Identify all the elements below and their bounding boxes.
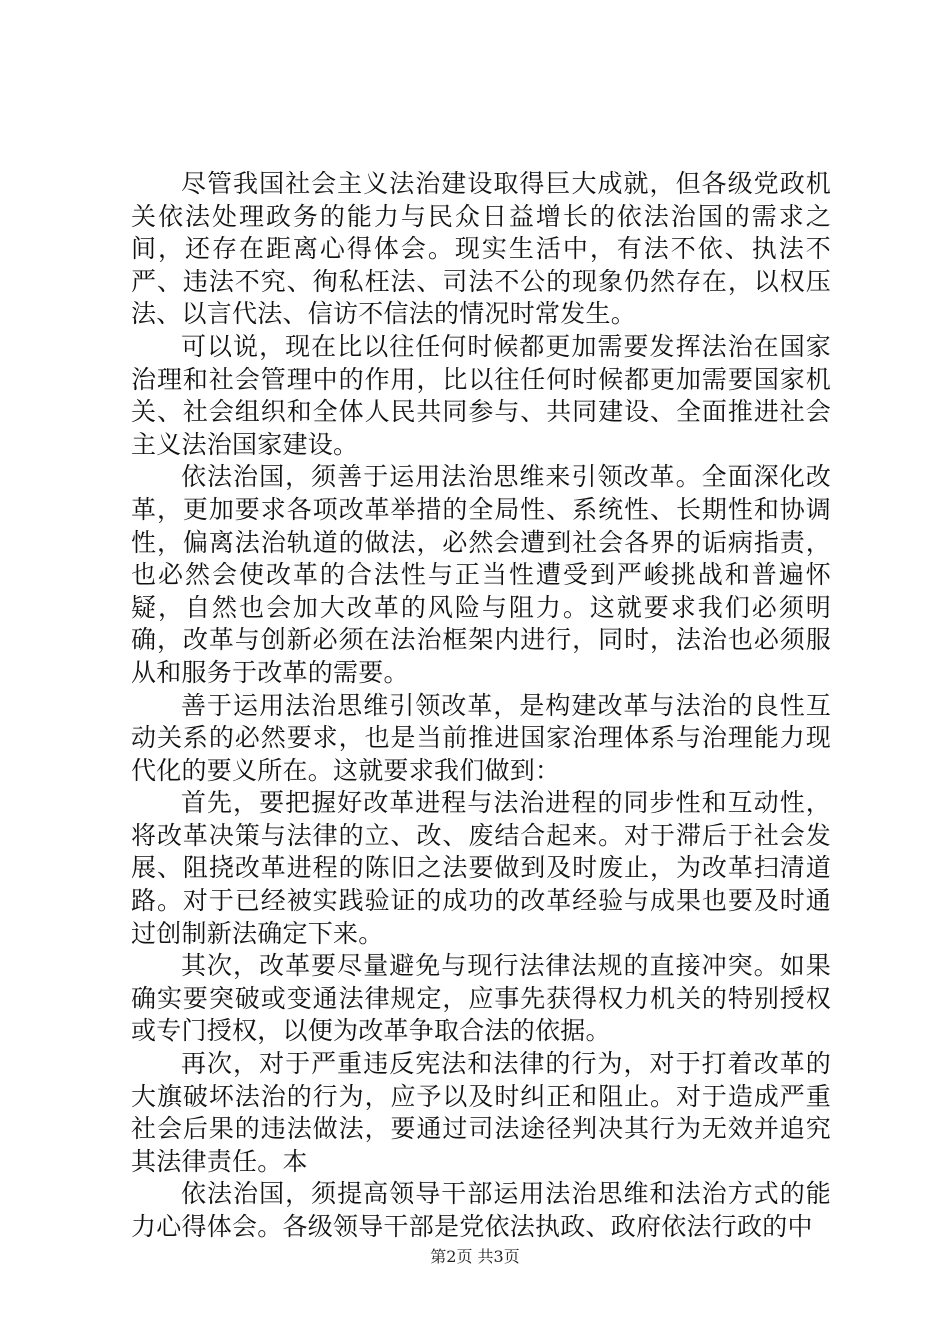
paragraph-7: 再次，对于严重违反宪法和法律的行为，对于打着改革的大旗破坏法治的行为，应予以及时纠正和阻止。对于造成严重社会后果的违法做法，要通过司法途径判决其行为无效并追究其法律责任。本 — [131, 1049, 831, 1176]
paragraph-2: 可以说，现在比以往任何时候都更加需要发挥法治在国家治理和社会管理中的作用，比以往任何时候都更加需要国家机关、社会组织和全体人民共同参与、共同建设、全面推进社会主义法治国家建设。 — [131, 331, 831, 459]
paragraph-3: 依法治国，须善于运用法治思维来引领改革。全面深化改革，更加要求各项改革举措的全局性、系统性、长期性和协调性，偏离法治轨道的做法，必然会遭到社会各界的诟病指责，也必然会使改革的合法性与正当性遭受到严峻挑战和普遍怀疑，自然也会加大改革的风险与阻力。这就要求我们必须明确，改革与创新必须在法治框架内进行，同时，法治也必须服从和服务于改革的需要。 — [131, 462, 831, 687]
paragraph-6: 其次，改革要尽量避免与现行法律法规的直接冲突。如果确实要突破或变通法律规定，应事先获得权力机关的特别授权或专门授权，以便为改革争取合法的依据。 — [131, 951, 831, 1046]
paragraph-8: 依法治国，须提高领导干部运用法治思维和法治方式的能力心得体会。各级领导干部是党依法执政、政府依法行政的中 — [131, 1179, 831, 1241]
paragraph-4: 善于运用法治思维引领改革，是构建改革与法治的良性互动关系的必然要求，也是当前推进国家治理体系与治理能力现代化的要义所在。这就要求我们做到： — [131, 690, 831, 785]
page-number-footer: 第2页 共3页 — [430, 1247, 520, 1266]
document-body — [131, 168, 831, 1244]
paragraph-5: 首先，要把握好改革进程与法治进程的同步性和互动性，将改革决策与法律的立、改、废结合起来。对于滞后于社会发展、阻挠改革进程的陈旧之法要做到及时废止，为改革扫清道路。对于已经被实践验证的成功的改革经验与成果也要及时通过创制新法确定下来。 — [131, 788, 831, 948]
paragraph-1: 尽管我国社会主义法治建设取得巨大成就，但各级党政机关依法处理政务的能力与民众日益增长的依法治国的需求之间，还存在距离心得体会。现实生活中，有法不依、执法不严、违法不究、徇私枉法、司法不公的现象仍然存在，以权压法、以言代法、信访不信法的情况时常发生。 — [131, 169, 831, 329]
